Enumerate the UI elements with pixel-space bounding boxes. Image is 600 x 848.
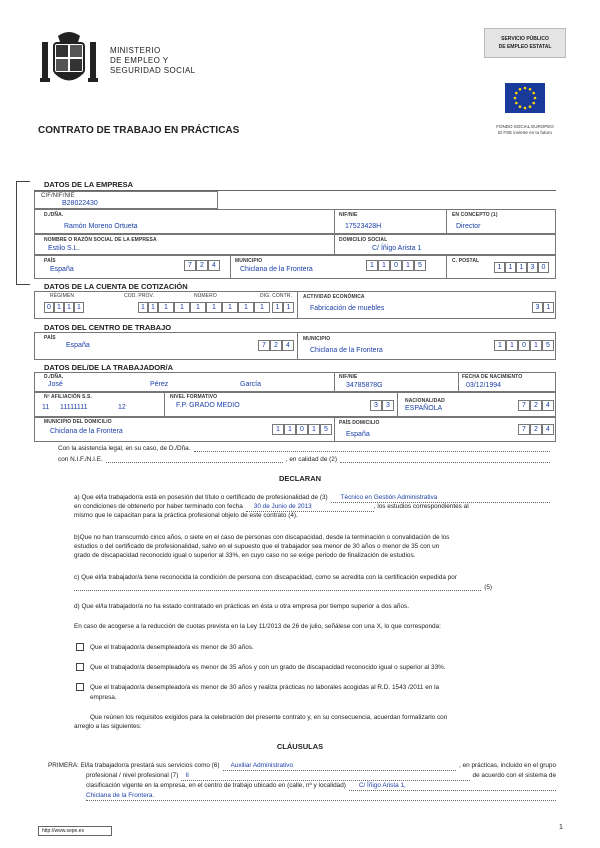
section-trabajador: DATOS DEL/DE LA TRABAJADOR/A [44,363,174,372]
numero-code-1[interactable]: 1 [174,302,190,313]
decl-b-line3: grado de discapacidad reconocido igual o superior al 33%, en cuyo caso no se exige periodo de finalización de estudios. [74,552,416,559]
clausula-1-text5: clasificación vigente en la empresa, en el centro de trabajo ubicado en (calle, nº y localidad) [86,782,346,789]
decl-c-ref: (5) [484,584,492,591]
page-title: CONTRATO DE TRABAJO EN PRÁCTICAS [38,125,240,136]
trab-nombre[interactable]: José [48,381,63,388]
decl-b-line2: estudios o del certificado de profesionalidad, salvo en el supuesto que el trabajador sea menor de 30 años o menor de 35 con un [74,543,440,550]
mundom-code-2[interactable]: 0 [296,424,308,435]
decl-a-text1: a) Que el/la trabajador/a está en posesión del título o certificado de profesionalidad de (3) [74,494,328,501]
dona-value[interactable]: Ramón Moreno Ortueta [64,223,138,230]
option-menor-30-checkbox[interactable] [76,643,84,651]
ministry-name: MINISTERIO DE EMPLEO Y SEGURIDAD SOCIAL [110,46,196,75]
cp-code-0[interactable]: 1 [494,262,505,273]
concepto-label: EN CONCEPTO (1) [452,212,498,218]
divider [397,392,398,417]
eu-flag-icon [505,83,545,113]
mun-code-1[interactable]: 1 [378,260,390,271]
clausula-1-line3 [86,781,556,791]
nac-code-1[interactable]: 2 [530,400,542,411]
cotizacion-row [34,291,556,319]
pais-value[interactable]: España [50,266,74,273]
mundom-code-4[interactable]: 5 [320,424,332,435]
section-empresa: DATOS DE LA EMPRESA [44,180,134,189]
divider [230,255,231,279]
mun-code-3[interactable]: 1 [402,260,414,271]
numero-label: NÚMERO [194,293,217,299]
pais-code-1[interactable]: 2 [196,260,208,271]
decl-a-line3: mismo que le capacitan para la práctica profesional objeto de este contrato (4). [74,512,298,519]
asistencia-calidad-blank[interactable] [340,455,550,463]
centro-row [34,332,556,360]
decl-a-fecha[interactable]: 30 de Junio de 2013 [246,502,374,512]
clausula-1-line1 [48,761,556,771]
concepto-value[interactable]: Director [456,223,481,230]
centro-pais-code-1[interactable]: 2 [270,340,282,351]
decl-a-text2: en condiciones de obtenerlo por haber terminado con fecha [74,503,243,510]
cp-code-4[interactable]: 0 [538,262,549,273]
divider [334,417,335,442]
option-menor-30-label: Que el trabajador/a desempleado/a es menor de 30 años. [90,644,254,651]
centro-pais-label: PAÍS [44,335,56,341]
divider [164,392,165,417]
centro-mun-code-1[interactable]: 1 [506,340,518,351]
centro-mun-code-4[interactable]: 5 [542,340,554,351]
cif-label: CIF/NIF/NIE [41,193,75,199]
pais-label: PAÍS [44,258,56,264]
divider [446,209,447,234]
mundom-code-0[interactable]: 1 [272,424,284,435]
trab-dona-label: D./DÑA. [44,374,64,380]
option-practicas-checkbox[interactable] [76,683,84,691]
trab-fecha-value[interactable]: 03/12/1994 [466,382,502,389]
trab-nac-label: NACIONALIDAD [405,398,445,404]
centro-mun-code-0[interactable]: 1 [494,340,506,351]
asistencia-text: Con la asistencia legal, en su caso, de D./Dña. [58,445,191,452]
cp-code-2[interactable]: 1 [516,262,527,273]
clausula-1-text4: de acuerdo con el sistema de [472,772,556,779]
centro-mun-code-3[interactable]: 1 [530,340,542,351]
clausula-1-text2: , en prácticas, incluido en el grupo [459,762,556,769]
asistencia-blank[interactable] [194,444,550,452]
prov-label: COD. PROV. [124,293,154,299]
decl-d-line: d) Que el/la trabajador/a no ha estado contratado en prácticas en ésta u otra empresa por tiempo superior a dos años. [74,603,409,610]
prov-code-0[interactable]: 1 [138,302,148,313]
municipio-label: MUNICIPIO [235,258,263,264]
mundom-code-3[interactable]: 1 [308,424,320,435]
asistencia-line2 [58,455,550,464]
divider [334,372,335,392]
trab-mundom-value[interactable]: Chiclana de la Frontera [50,428,123,435]
divider [297,332,298,360]
reunen-line1: Que reúnen los requisitos exigidos para la celebración del presente contrato y, en su consecuencia, acuerdan formalizarlo con [90,714,448,721]
divider [334,234,335,255]
mun-code-4[interactable]: 5 [414,260,426,271]
divider [458,372,459,392]
cp-code-3[interactable]: 3 [527,262,538,273]
declaran-title: DECLARAN [278,474,322,483]
actividad-code-0[interactable]: 3 [532,302,543,313]
asistencia-calidad-text: , en calidad de (2) [285,456,337,463]
asistencia-nif-blank[interactable] [106,455,283,463]
mun-code-2[interactable]: 0 [390,260,402,271]
decl-a-titulo[interactable]: Técnico en Gestión Administrativa [331,493,550,503]
regimen-code-1[interactable]: 1 [54,302,64,313]
centro-municipio-label: MUNICIPIO [303,336,331,342]
cpostal-label: C. POSTAL [452,258,480,264]
trab-nac-value[interactable]: ESPAÑOLA [405,405,443,412]
nivel-code-1[interactable]: 3 [382,400,394,411]
actividad-label: ACTIVIDAD ECONÓMICA [303,294,365,300]
numero-code-6[interactable]: 1 [254,302,270,313]
pais-code-2[interactable]: 4 [208,260,220,271]
spain-coat-of-arms-icon [38,28,100,88]
decl-a-text3: , los estudios correspondientes al [373,503,469,510]
page-number: 1 [559,824,563,831]
section-cotizacion: DATOS DE LA CUENTA DE COTIZACIÓN [44,282,188,291]
clausula-calle[interactable]: C/ Íñigo Arista 1, [349,781,556,791]
asistencia-line1 [58,444,550,453]
option-menor-35-label: Que el trabajador/a desempleado/a es menor de 35 años y con un grado de discapacidad reconocido igual o superior al 33%. [90,664,446,671]
domicilio-label: DOMICILIO SOCIAL [339,237,388,243]
divider [446,255,447,279]
clausula-1-text1: PRIMERA: El/la trabajador/a prestará sus servicios como (6) [48,762,220,769]
fse-caption: FONDO SOCIAL EUROPEO El FSE invierte en tu futuro [496,124,554,135]
decl-b-line1: b)Que no han transcurrido cinco años, o siete en el caso de personas con discapacidad, desde la terminación o convalidación de los [74,534,450,541]
reunen-line2: arreglo a las siguientes: [74,723,142,730]
trab-fecha-label: FECHA DE NACIMIENTO [462,374,523,380]
trab-nif-value[interactable]: 34785878G [346,382,383,389]
option-menor-35-checkbox[interactable] [76,663,84,671]
dona-label: D./DÑA. [44,212,64,218]
option-practicas-label2: empresa. [90,694,117,701]
trab-paisdom-value[interactable]: España [346,431,370,438]
trab-afil3[interactable]: 12 [118,404,126,411]
cif-value: B28022430 [62,200,98,207]
trab-afil1[interactable]: 11 [42,404,50,411]
regimen-code-2[interactable]: 1 [64,302,74,313]
mun-code-0[interactable]: 1 [366,260,378,271]
margin-bracket [16,181,30,285]
section-centro: DATOS DEL CENTRO DE TRABAJO [44,323,172,332]
clausulas-title: CLÁUSULAS [276,742,324,751]
nivel-code-0[interactable]: 3 [370,400,382,411]
decl-c-blank[interactable] [74,583,481,591]
clausula-1-text3: profesional / nivel profesional (7) [86,772,179,779]
trab-mundom-label: MUNICIPIO DEL DOMICILIO [44,419,112,425]
trab-nivel-value[interactable]: F.P. GRADO MEDIO [176,402,240,409]
sepe-box: SERVICIO PÚBLICO DE EMPLEO ESTATAL [484,28,566,58]
paisdom-code-0[interactable]: 7 [518,424,530,435]
numero-code-4[interactable]: 1 [222,302,238,313]
divider [334,209,335,234]
razon-label: NOMBRE O RAZÓN SOCIAL DE LA EMPRESA [44,237,157,243]
pais-code-0[interactable]: 7 [184,260,196,271]
regimen-code-0[interactable]: 0 [44,302,54,313]
clausula-1-line2 [86,771,556,781]
numero-code-2[interactable]: 1 [190,302,206,313]
trab-paisdom-label: PAÍS DOMICILIO [339,420,380,426]
municipio-value[interactable]: Chiclana de la Frontera [240,266,313,273]
decl-c-line2 [74,583,492,592]
trab-afiliacion-label: Nº AFILIACIÓN S.S. [44,394,92,400]
centro-pais-code-0[interactable]: 7 [258,340,270,351]
reduccion-text: En caso de acogerse a la reducción de cuotas prevista en la Ley 11/2013 de 26 de julio, señálese con una X, lo que corresponda: [74,623,441,630]
centro-pais-value[interactable]: España [66,342,90,349]
dig-code-1[interactable]: 1 [283,302,294,313]
clausula-localidad[interactable]: Chiclana de la Frontera. [86,791,556,801]
trab-row2 [34,392,556,417]
dig-label: DIG. CONTR. [260,293,292,299]
nac-code-2[interactable]: 4 [542,400,554,411]
domicilio-value[interactable]: C/ Íñigo Arista 1 [372,245,422,252]
centro-municipio-value[interactable]: Chiclana de la Frontera [310,347,383,354]
nif-value[interactable]: 17523428H [345,223,382,230]
trab-nivel-label: NIVEL FORMATIVO [170,394,218,400]
option-practicas-label1: Que el trabajador/a desempleado/a es menor de 30 años y realiza prácticas no laborales acogidas al R.D. 1543 /2011 en la [90,684,440,691]
regimen-label: RÉGIMEN [50,293,75,299]
trab-apellido1[interactable]: Pérez [150,381,169,388]
numero-code-5[interactable]: 1 [238,302,254,313]
centro-pais-code-2[interactable]: 4 [282,340,294,351]
razon-value[interactable]: Estilo S.L. [48,245,80,252]
nif-label: NIF/NIE [339,212,358,218]
divider [297,291,298,319]
clausula-puesto[interactable]: Auxiliar Administrativo [223,761,456,771]
dig-code-0[interactable]: 1 [272,302,283,313]
clausula-grupo[interactable]: II [181,771,469,781]
actividad-code-1[interactable]: 1 [543,302,554,313]
actividad-value[interactable]: Fabricación de muebles [310,305,385,312]
paisdom-code-1[interactable]: 2 [530,424,542,435]
numero-code-3[interactable]: 1 [206,302,222,313]
cp-code-1[interactable]: 1 [505,262,516,273]
numero-code-0[interactable]: 1 [158,302,174,313]
mundom-code-1[interactable]: 1 [284,424,296,435]
prov-code-1[interactable]: 1 [148,302,158,313]
trab-afil2[interactable]: 11111111 [60,404,88,411]
nac-code-0[interactable]: 7 [518,400,530,411]
trab-apellido2[interactable]: García [240,381,262,388]
decl-c-line1: c) Que el/la trabajador/a tiene reconocida la condición de persona con discapacidad, como se acredita con la certificación expedida por [74,574,457,581]
centro-mun-code-2[interactable]: 0 [518,340,530,351]
paisdom-code-2[interactable]: 4 [542,424,554,435]
trab-nif-label: NIF/NIE [339,374,358,380]
clausula-1-line4 [86,791,556,801]
regimen-code-3[interactable]: 1 [74,302,84,313]
footer-url[interactable]: http://www.sepe.es [42,828,84,834]
footer-url-box[interactable] [38,826,112,836]
asistencia-nif-text: con N.I.F./N.I.E. [58,456,103,463]
